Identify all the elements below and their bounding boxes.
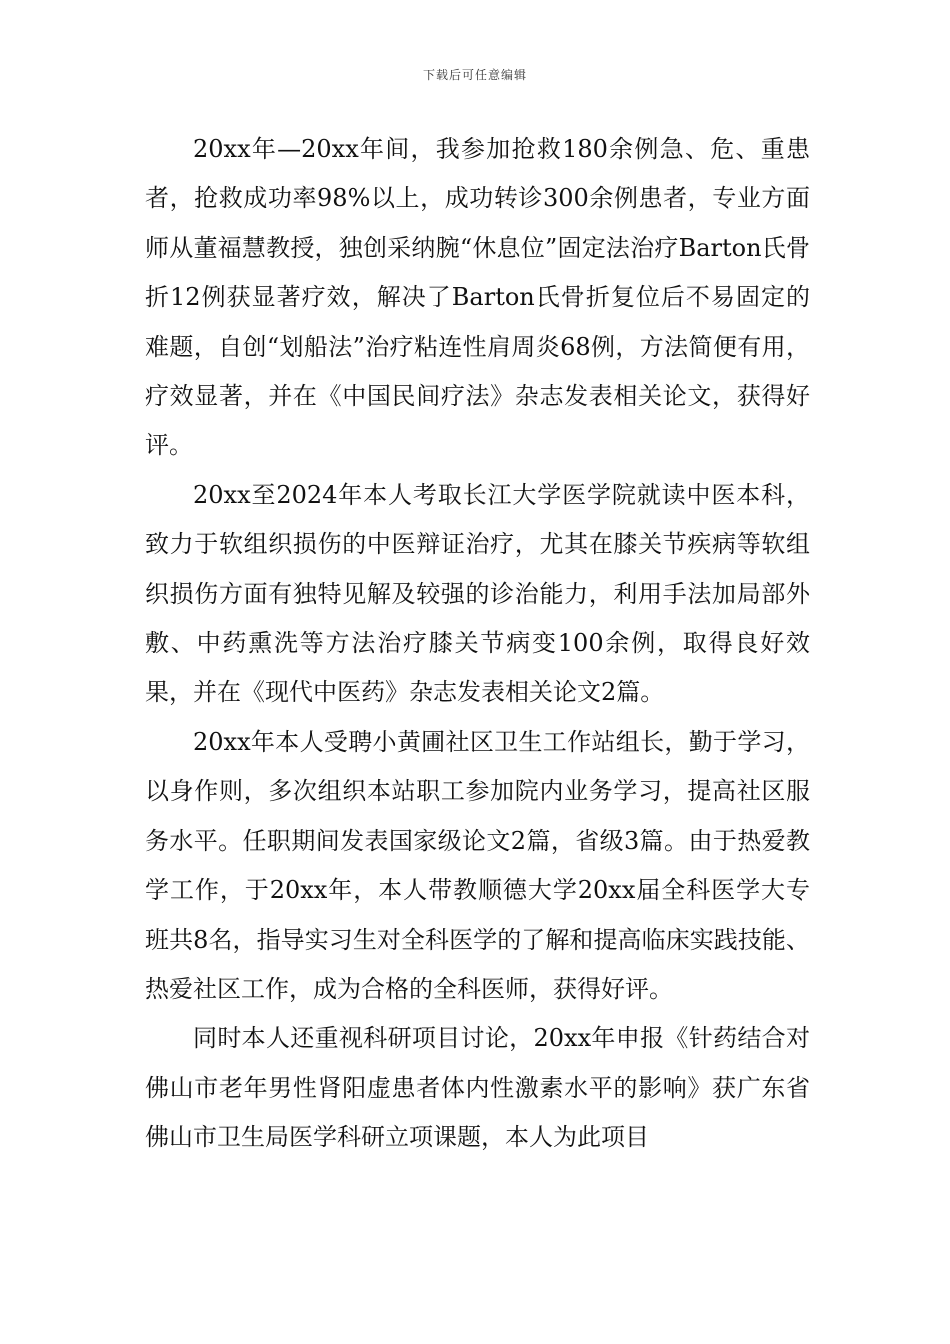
header-note: 下载后可任意编辑 (422, 68, 527, 82)
paragraph-1: 20xx年—20xx年间，我参加抢救180余例急、危、重患者，抢救成功率98%以上，成功转诊300余例患者，专业方面师从董福慧教授，独创采纳腕“休息位”固定法治疗Barton氏骨折12例获显著疗效，解决了Barton氏骨折复位后不易固定的难题，自创“划船法”治疗粘连性肩周炎68例，方法简便有用，疗效显著，并在《中国民间疗法》杂志发表相关论文，获得好评。 (145, 135, 810, 460)
paragraph-4: 同时本人还重视科研项目讨论，20xx年申报《针药结合对佛山市老年男性肾阳虚患者体内性激素水平的影响》获广东省佛山市卫生局医学科研立项课题，本人为此项目 (145, 1024, 810, 1152)
paragraph-3: 20xx年本人受聘小黄圃社区卫生工作站组长，勤于学习，以身作则，多次组织本站职工参加院内业务学习，提高社区服务水平。任职期间发表国家级论文2篇，省级3篇。由于热爱教学工作，于20xx年，本人带教顺德大学20xx届全科医学大专班共8名，指导实习生对全科医学的了解和提高临床实践技能、热爱社区工作，成为合格的全科医师，获得好评。 (145, 727, 810, 1003)
document-body (145, 125, 810, 1163)
paragraph-2: 20xx至2024年本人考取长江大学医学院就读中医本科，致力于软组织损伤的中医辩证治疗，尤其在膝关节疾病等软组织损伤方面有独特见解及较强的诊治能力，利用手法加局部外敷、中药熏洗等方法治疗膝关节病变100余例，取得良好效果，并在《现代中医药》杂志发表相关论文2篇。 (145, 480, 810, 707)
